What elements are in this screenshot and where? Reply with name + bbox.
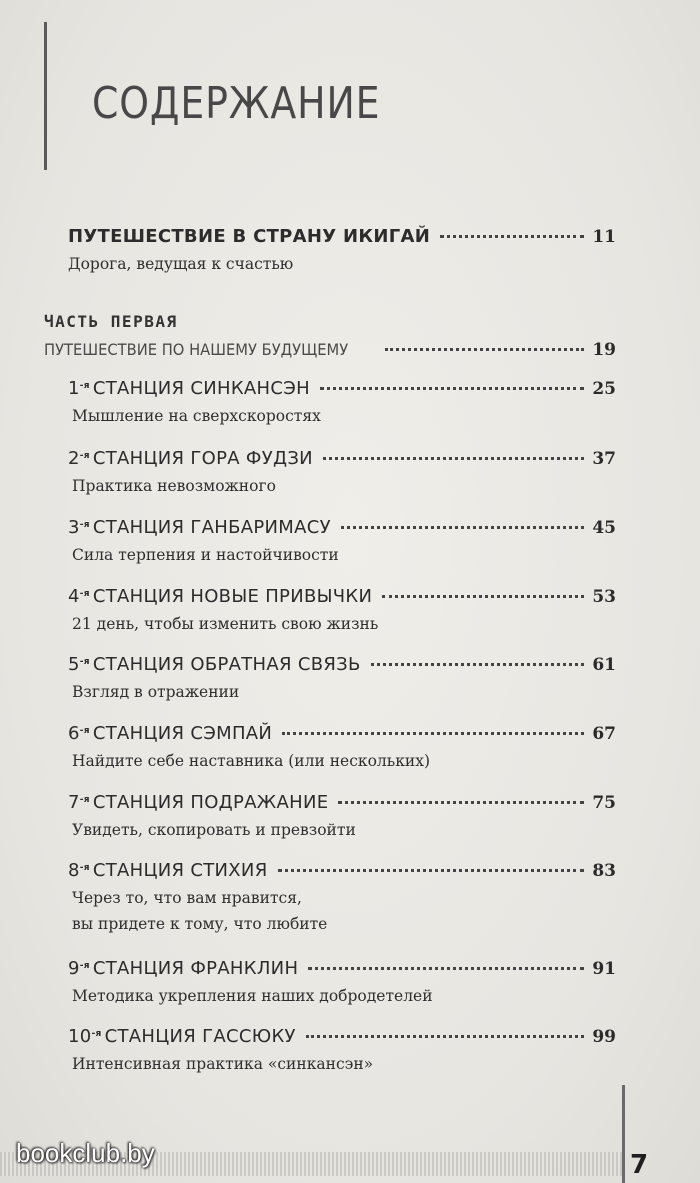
page-title: СОДЕРЖАНИЕ: [92, 78, 381, 129]
toc-entry-subtitle: 21 день, чтобы изменить свою жизнь: [72, 615, 379, 633]
toc-page-number: 53: [592, 587, 616, 607]
station-ordinal-suffix: -я: [79, 520, 90, 530]
toc-entry-subtitle: Сила терпения и настойчивости: [72, 546, 339, 564]
dot-leader: [278, 869, 585, 872]
station-number: 4: [68, 586, 80, 607]
station-number: 10: [68, 1026, 92, 1047]
toc-entry-station: [68, 958, 616, 979]
station-ordinal-suffix: -я: [79, 589, 90, 599]
station-number: 6: [68, 723, 80, 744]
toc-page-number: 25: [592, 379, 616, 399]
toc-entry-subtitle: вы придете к тому, что любите: [72, 915, 328, 933]
toc-entry-subtitle: Интенсивная практика «синкансэн»: [72, 1055, 374, 1073]
toc-page-number: 11: [592, 227, 616, 247]
station-name: СТАНЦИЯ СЭМПАЙ: [92, 723, 273, 744]
station-ordinal-suffix: -я: [79, 726, 90, 736]
toc-entry-station: [68, 1026, 616, 1047]
dot-leader: [338, 801, 584, 804]
toc-entry-subtitle: Дорога, ведущая к счастью: [68, 255, 294, 273]
toc-entry-subtitle: Мышление на сверхскоростях: [72, 407, 321, 425]
toc-page-number: 99: [592, 1027, 616, 1047]
toc-entry-station: [68, 586, 616, 607]
toc-entry-station: [68, 517, 616, 538]
dot-leader: [306, 1035, 584, 1038]
toc-entry-station: [68, 792, 616, 813]
toc-page-number: 83: [592, 861, 616, 881]
toc-page-number: 37: [592, 449, 616, 469]
dot-leader: [371, 663, 585, 666]
station-name: СТАНЦИЯ ПОДРАЖАНИЕ: [92, 792, 329, 813]
part-title: ПУТЕШЕСТВИЕ ПО НАШЕМУ БУДУЩЕМУ: [44, 340, 349, 359]
station-number: 7: [68, 792, 80, 813]
toc-entry-heading: [68, 654, 361, 675]
decorative-vertical-rule: [622, 1085, 625, 1183]
part-label: ЧАСТЬ ПЕРВАЯ: [44, 312, 178, 331]
watermark-logo: bookclub.by: [16, 1138, 155, 1168]
toc-entry-intro: [68, 226, 616, 247]
station-ordinal-suffix: -я: [91, 1029, 102, 1039]
station-number: 2: [68, 448, 80, 469]
toc-entry-subtitle: Найдите себе наставника (или нескольких): [72, 752, 431, 770]
toc-entry-subtitle: Увидеть, скопировать и превзойти: [72, 821, 356, 839]
dot-leader: [323, 457, 584, 460]
toc-entry-subtitle: Через то, что вам нравится,: [72, 889, 302, 907]
dot-leader: [341, 526, 584, 529]
decorative-vertical-rule: [44, 22, 47, 170]
toc-entry-station: [68, 448, 616, 469]
toc-entry-station: [68, 378, 616, 399]
toc-entry-heading: [68, 448, 313, 469]
toc-entry-subtitle: Практика невозможного: [72, 477, 276, 495]
toc-entry-heading: [68, 1026, 296, 1047]
station-name: СТАНЦИЯ СТИХИЯ: [92, 860, 268, 881]
station-name: СТАНЦИЯ СИНКАНСЭН: [92, 378, 310, 399]
station-name: СТАНЦИЯ ФРАНКЛИН: [92, 958, 299, 979]
station-number: 5: [68, 654, 80, 675]
station-ordinal-suffix: -я: [79, 381, 90, 391]
toc-entry-heading: ПУТЕШЕСТВИЕ В СТРАНУ ИКИГАЙ: [68, 226, 431, 247]
toc-entry-heading: [68, 517, 331, 538]
station-number: 1: [68, 378, 80, 399]
toc-page-number: 61: [592, 655, 616, 675]
station-ordinal-suffix: -я: [79, 451, 90, 461]
station-name: СТАНЦИЯ НОВЫЕ ПРИВЫЧКИ: [92, 586, 373, 607]
toc-entry-station: [68, 723, 616, 744]
station-number: 3: [68, 517, 80, 538]
station-ordinal-suffix: -я: [79, 863, 90, 873]
toc-entry-subtitle: Взгляд в отражении: [72, 683, 240, 701]
toc-entry-subtitle: Методика укрепления наших добродетелей: [72, 987, 433, 1005]
station-ordinal-suffix: -я: [79, 795, 90, 805]
station-name: СТАНЦИЯ ГАНБАРИМАСУ: [92, 517, 331, 538]
station-name: СТАНЦИЯ ГАССЮКУ: [104, 1026, 296, 1047]
station-number: 9: [68, 958, 80, 979]
station-ordinal-suffix: -я: [79, 657, 90, 667]
toc-entry-heading: [68, 958, 298, 979]
toc-entry-heading: [68, 723, 272, 744]
toc-entry-heading: [68, 378, 310, 399]
toc-entry-station: [68, 654, 616, 675]
toc-page-number: 67: [592, 724, 616, 744]
toc-page-number: 75: [592, 793, 616, 813]
toc-page-number: 19: [592, 340, 616, 360]
dot-leader: [282, 732, 584, 735]
page-number: 7: [630, 1150, 649, 1180]
dot-leader: [308, 967, 584, 970]
toc-entry-heading: [68, 860, 268, 881]
dot-leader: [382, 595, 584, 598]
toc-page-number: 45: [592, 518, 616, 538]
station-name: СТАНЦИЯ ОБРАТНАЯ СВЯЗЬ: [92, 654, 361, 675]
toc-page-number: 91: [592, 959, 616, 979]
toc-entry-part: [44, 340, 616, 360]
station-name: СТАНЦИЯ ГОРА ФУДЗИ: [92, 448, 313, 469]
station-number: 8: [68, 860, 80, 881]
toc-entry-station: [68, 860, 616, 881]
dot-leader: [320, 387, 584, 390]
dot-leader: [385, 348, 585, 351]
toc-entry-heading: [68, 792, 328, 813]
dot-leader: [440, 235, 584, 238]
station-ordinal-suffix: -я: [79, 961, 90, 971]
toc-entry-heading: [68, 586, 372, 607]
